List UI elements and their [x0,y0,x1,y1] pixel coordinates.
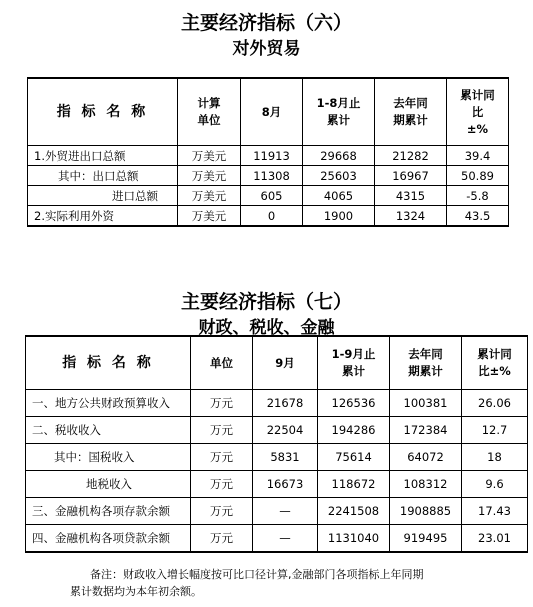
row-cumulative: 4065 [303,186,375,206]
row-month: — [253,525,318,553]
row-month: 5831 [253,444,318,471]
table-header-row [28,78,509,146]
row-unit: 万美元 [178,206,241,227]
row-cumulative: 25603 [303,166,375,186]
table-row [26,525,528,553]
table-row [26,444,528,471]
row-yoy: 9.6 [462,471,528,498]
col-header-cumulative [303,78,375,146]
table-row [28,206,509,227]
row-unit: 万元 [191,471,253,498]
footnote-line-1: 备注：财政收入增长幅度按可比口径计算,金融部门各项指标上年同期 [90,568,424,581]
row-month: 21678 [253,390,318,417]
row-month: 11308 [241,166,303,186]
row-yoy: 23.01 [462,525,528,553]
row-name: 1.外贸进出口总额 [28,146,178,166]
row-cumulative: 1131040 [318,525,390,553]
section1-subtitle: 对外贸易 [232,39,301,59]
table-row [26,390,528,417]
col-header-yoy [462,336,528,390]
row-month: 22504 [253,417,318,444]
row-cumulative: 29668 [303,146,375,166]
row-yoy: 26.06 [462,390,528,417]
row-name: 二、税收收入 [26,417,191,444]
row-last-year: 1324 [375,206,447,227]
col-header-month: 8月 [241,78,303,146]
col-header-last-year [390,336,462,390]
row-unit: 万元 [191,498,253,525]
table-row [28,146,509,166]
header-text: 1-9月止 累计 [331,347,376,378]
row-yoy: 17.43 [462,498,528,525]
table-row [26,471,528,498]
row-last-year: 100381 [390,390,462,417]
row-cumulative: 2241508 [318,498,390,525]
footnote-line-2: 累计数据均为本年初余额。 [70,585,202,598]
table-row [28,166,509,186]
row-unit: 万元 [191,390,253,417]
foreign-trade-table [27,77,509,227]
row-month: 0 [241,206,303,227]
row-yoy: 39.4 [447,146,509,166]
col-header-month: 9月 [253,336,318,390]
row-last-year: 4315 [375,186,447,206]
row-last-year: 919495 [390,525,462,553]
row-name: 四、金融机构各项贷款余额 [26,525,191,553]
row-name: 其中：国税收入 [26,444,191,471]
row-unit: 万元 [191,525,253,553]
header-text: 累计同 比 ±% [460,87,495,136]
row-month: 11913 [241,146,303,166]
row-unit: 万美元 [178,146,241,166]
row-unit: 万元 [191,417,253,444]
header-text: 累计同 比±% [477,347,512,378]
col-header-unit [178,78,241,146]
col-header-yoy [447,78,509,146]
row-yoy: 12.7 [462,417,528,444]
header-text: 1-8月止 累计 [316,96,361,127]
col-header-indicator: 指 标 名 称 [28,78,178,146]
row-unit: 万元 [191,444,253,471]
row-cumulative: 126536 [318,390,390,417]
row-yoy: -5.8 [447,186,509,206]
table-row [26,498,528,525]
header-text: 去年同 期累计 [408,347,443,378]
row-last-year: 108312 [390,471,462,498]
row-last-year: 172384 [390,417,462,444]
finance-tax-table [25,335,528,553]
row-yoy: 18 [462,444,528,471]
row-month: 605 [241,186,303,206]
header-text: 去年同 期累计 [393,96,428,127]
row-yoy: 50.89 [447,166,509,186]
row-yoy: 43.5 [447,206,509,227]
row-last-year: 16967 [375,166,447,186]
row-last-year: 64072 [390,444,462,471]
row-cumulative: 194286 [318,417,390,444]
col-header-unit: 单位 [191,336,253,390]
section2-title: 主要经济指标（七） [180,291,352,313]
row-name: 其中：出口总额 [28,166,178,186]
table-row [26,417,528,444]
row-name: 地税收入 [26,471,191,498]
col-header-indicator: 指 标 名 称 [26,336,191,390]
row-last-year: 1908885 [390,498,462,525]
row-month: 16673 [253,471,318,498]
row-name: 进口总额 [28,186,178,206]
footnote [62,566,522,600]
row-cumulative: 1900 [303,206,375,227]
row-cumulative: 75614 [318,444,390,471]
table-row [28,186,509,206]
row-name: 三、金融机构各项存款余额 [26,498,191,525]
row-unit: 万美元 [178,166,241,186]
section2-subtitle: 财政、税收、金融 [198,318,335,338]
section1-title: 主要经济指标（六） [180,12,352,34]
col-header-cumulative [318,336,390,390]
row-name: 2.实际利用外资 [28,206,178,227]
row-month: — [253,498,318,525]
row-unit: 万美元 [178,186,241,206]
header-text: 计算 单位 [197,96,221,127]
row-name: 一、地方公共财政预算收入 [26,390,191,417]
table-header-row [26,336,528,390]
col-header-last-year [375,78,447,146]
row-cumulative: 118672 [318,471,390,498]
row-last-year: 21282 [375,146,447,166]
